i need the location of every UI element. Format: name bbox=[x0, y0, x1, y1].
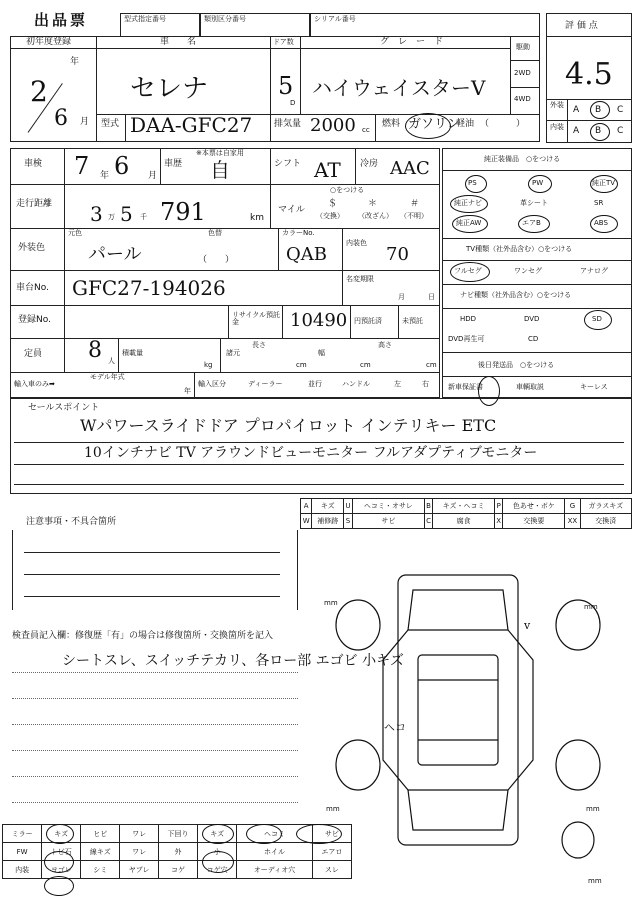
notes-bracket bbox=[12, 530, 298, 610]
model-code-field: 型式指定番号 bbox=[120, 13, 200, 37]
doors: 5 bbox=[278, 72, 294, 100]
mileage-sen: 5 bbox=[120, 202, 133, 226]
mileage-man: 3 bbox=[90, 202, 103, 226]
chassis-number: GFC27-194026 bbox=[72, 276, 226, 300]
sales-line-2: 10インチナビ TV アラウンドビューモニター フルアダプティブモニター bbox=[84, 445, 538, 461]
displacement: 2000 bbox=[310, 115, 356, 136]
mileage-rest: 791 bbox=[160, 198, 206, 226]
serial-field: シリアル番号 bbox=[310, 13, 540, 37]
shaken-month: 6 bbox=[114, 152, 130, 180]
shaken-year: 7 bbox=[74, 152, 90, 180]
sales-line-1: Wパワースライドドア プロパイロット インテリキー ETC bbox=[80, 416, 497, 435]
diagram-mm: mm bbox=[324, 599, 338, 607]
category-field: 類別区分番号 bbox=[200, 13, 310, 37]
inspector-line-1: シートスレ、スイッチテカリ、各ロー部 エゴビ 小キズ bbox=[62, 653, 404, 669]
model-type: DAA-GFC27 bbox=[130, 113, 253, 137]
capacity: 8 bbox=[88, 338, 102, 363]
damage-note-rv: ヘコ bbox=[384, 721, 406, 734]
details-box bbox=[10, 148, 440, 398]
color-code: QAB bbox=[286, 244, 327, 265]
damage-note-v: v bbox=[524, 619, 531, 632]
recycle-fee: 10490 bbox=[290, 310, 348, 331]
page-title: 出品票 bbox=[34, 11, 89, 29]
first-reg-month: 6 bbox=[54, 106, 68, 131]
interior-color: 70 bbox=[386, 244, 409, 265]
first-reg-year: 2 bbox=[30, 75, 48, 108]
bottom-checklist: ミラー キズ ヒビ ワレ 下回り キズ ヘコミ サビ FW トビ石 線キズ ワレ 外 小 ホイル エアロ 内装 ヨゴレ シミ ヤブレ コゲ コゲ穴 オーディオ穴 スレ bbox=[2, 824, 352, 879]
fuel: ガソリン bbox=[408, 117, 461, 132]
ac: AAC bbox=[390, 158, 430, 179]
car-history: 自 bbox=[210, 158, 230, 182]
car-diagram bbox=[318, 560, 618, 890]
eval-score: 4.5 bbox=[565, 57, 613, 92]
eval-box: 評 価 点 4.5 外装 内装 A B C A B C bbox=[546, 13, 632, 143]
grade: ハイウェイスターV bbox=[312, 76, 486, 100]
shift: AT bbox=[314, 158, 341, 182]
orig-color: パール bbox=[88, 244, 142, 265]
car-name: セレナ bbox=[130, 74, 209, 104]
damage-legend: A キズ U ヘコミ・オサレ B キズ・ヘコミ P 色あせ・ボケ G ガラスキズ W 補修跡 S サビ C 腐食 X 交換要 XX 交換済 bbox=[300, 498, 632, 529]
